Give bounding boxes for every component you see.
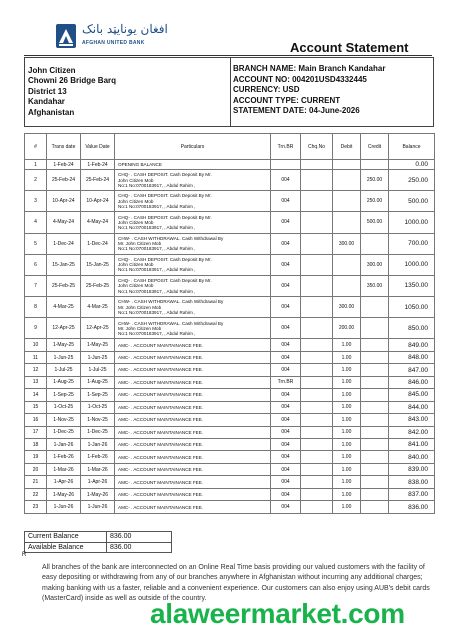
col-header-debit: Debit (333, 134, 361, 160)
statement-date: STATEMENT DATE: 04-June-2026 (233, 106, 360, 116)
current-balance-label: Current Balance (25, 532, 107, 543)
cell-value-date: 1-Nov-25 (81, 414, 115, 426)
cell-balance: 1350.00 (389, 275, 435, 296)
table-row (25, 501, 435, 514)
cell-trn-br: 004 (271, 318, 301, 339)
cell-debit: 1.00 (333, 501, 361, 514)
cell-row-number: 23 (25, 501, 47, 514)
cell-chq-no (301, 318, 333, 339)
info-divider (230, 58, 231, 126)
table-row (25, 451, 435, 463)
col-header-chq-no: Chq.No (301, 134, 333, 160)
cell-debit: 1.00 (333, 463, 361, 475)
cell-trans-date: 4-Mar-25 (47, 297, 81, 318)
bank-logo (56, 22, 176, 56)
cell-chq-no (301, 426, 333, 438)
cell-chq-no (301, 254, 333, 275)
cell-debit: 1.00 (333, 426, 361, 438)
cell-row-number: 20 (25, 463, 47, 475)
cell-value-date: 1-Jun-26 (81, 501, 115, 514)
table-row (25, 389, 435, 401)
cell-value-date: 15-Jan-25 (81, 254, 115, 275)
cell-trans-date: 1-Jul-25 (47, 364, 81, 376)
cell-value-date: 25-Feb-24 (81, 170, 115, 191)
cell-debit: 200.00 (333, 318, 361, 339)
cell-particulars: CHQ- . CASH DEPOSIT. Cash Deposit By Mr. John Citizen Mob No:1 No:0700183917, , Abdul Rahim , (115, 212, 271, 233)
cell-row-number: 12 (25, 364, 47, 376)
cell-trans-date: 10-Apr-24 (47, 191, 81, 212)
cell-credit: 250.00 (361, 170, 389, 191)
cell-trn-br: 004 (271, 476, 301, 488)
cell-credit (361, 476, 389, 488)
cell-chq-no (301, 339, 333, 351)
cell-debit: 1.00 (333, 351, 361, 363)
cell-balance: 1000.00 (389, 212, 435, 233)
cell-debit: 1.00 (333, 439, 361, 451)
cell-balance: 847.00 (389, 364, 435, 376)
cell-chq-no (301, 451, 333, 463)
cell-particulars: AMC- . ACCOUNT MAINTAINANCE FEE. (115, 439, 271, 451)
table-row (25, 488, 435, 500)
cell-credit (361, 389, 389, 401)
cell-trans-date: 1-Aug-25 (47, 376, 81, 388)
cell-chq-no (301, 160, 333, 170)
col-header-credit: Credit (361, 134, 389, 160)
logo-english-text: AFGHAN UNITED BANK (82, 40, 145, 46)
cell-credit (361, 488, 389, 500)
cell-trn-br: 004 (271, 439, 301, 451)
cell-chq-no (301, 191, 333, 212)
cell-credit (361, 364, 389, 376)
cell-credit (361, 463, 389, 475)
cell-credit: 500.00 (361, 212, 389, 233)
cell-balance: 839.00 (389, 463, 435, 475)
table-row (25, 318, 435, 339)
cell-trans-date: 1-May-25 (47, 339, 81, 351)
cell-balance: 849.00 (389, 339, 435, 351)
customer-city: Kandahar (28, 97, 65, 107)
cell-credit (361, 297, 389, 318)
cell-value-date: 1-Jun-25 (81, 351, 115, 363)
cell-row-number: 19 (25, 451, 47, 463)
cell-debit (333, 160, 361, 170)
cell-row-number: 22 (25, 488, 47, 500)
cell-particulars: CHW- . CASH WITHDRAWAL. Cash Withdrawal By Mr. John Citizen Mob No:1 No:0700183917, , Abdul Rahim , (115, 297, 271, 318)
cell-value-date: 1-Apr-26 (81, 476, 115, 488)
cell-particulars: OPENING BALANCE (115, 160, 271, 170)
cell-row-number: 7 (25, 275, 47, 296)
cell-trn-br: 004 (271, 170, 301, 191)
cell-row-number: 18 (25, 439, 47, 451)
cell-credit (361, 426, 389, 438)
current-balance-row (25, 532, 172, 543)
customer-country: Afghanistan (28, 107, 75, 117)
cell-balance: 0.00 (389, 160, 435, 170)
cell-debit: 300.00 (333, 233, 361, 254)
page-mark: R (22, 552, 27, 558)
cell-row-number: 1 (25, 160, 47, 170)
cell-trn-br: Trn.BR (271, 376, 301, 388)
cell-value-date: 4-Mar-25 (81, 297, 115, 318)
cell-chq-no (301, 389, 333, 401)
cell-balance: 1050.00 (389, 297, 435, 318)
table-row (25, 426, 435, 438)
table-row (25, 376, 435, 388)
cell-value-date: 4-May-24 (81, 212, 115, 233)
table-row (25, 233, 435, 254)
cell-chq-no (301, 233, 333, 254)
cell-balance: 848.00 (389, 351, 435, 363)
cell-trn-br: 004 (271, 275, 301, 296)
cell-row-number: 14 (25, 389, 47, 401)
watermark-text: alaweermarket.com (150, 598, 405, 629)
cell-balance: 836.00 (389, 501, 435, 514)
account-currency: CURRENCY: USD (233, 85, 300, 95)
cell-chq-no (301, 501, 333, 514)
cell-row-number: 17 (25, 426, 47, 438)
cell-chq-no (301, 488, 333, 500)
table-row (25, 439, 435, 451)
cell-debit: 1.00 (333, 389, 361, 401)
table-row (25, 212, 435, 233)
cell-trn-br: 004 (271, 233, 301, 254)
cell-particulars: CHQ- . CASH DEPOSIT. Cash Deposit By Mr. John Citizen Mob No:1 No:0700183917, , Abdul Rahim , (115, 191, 271, 212)
cell-trans-date: 25-Feb-24 (47, 170, 81, 191)
table-row (25, 191, 435, 212)
cell-particulars: AMC- . ACCOUNT MAINTAINANCE FEE. (115, 351, 271, 363)
cell-value-date: 1-May-25 (81, 339, 115, 351)
cell-balance: 843.00 (389, 414, 435, 426)
cell-chq-no (301, 463, 333, 475)
logo-arabic-text: افغان یونایټد بانک (82, 22, 168, 36)
cell-particulars: AMC- . ACCOUNT MAINTAINANCE FEE. (115, 463, 271, 475)
cell-particulars: AMC- . ACCOUNT MAINTAINANCE FEE. (115, 339, 271, 351)
cell-particulars: CHW- . CASH WITHDRAWAL. Cash Withdrawal By Mr. John Citizen Mob No:1 No:0700183917, , Abdul Rahim , (115, 318, 271, 339)
cell-balance: 838.00 (389, 476, 435, 488)
cell-credit (361, 351, 389, 363)
table-row (25, 297, 435, 318)
col-header-number: # (25, 134, 47, 160)
cell-trans-date: 1-Jun-25 (47, 351, 81, 363)
cell-value-date: 1-Sep-25 (81, 389, 115, 401)
cell-debit: 1.00 (333, 364, 361, 376)
cell-row-number: 21 (25, 476, 47, 488)
table-row (25, 476, 435, 488)
cell-trans-date: 1-Oct-25 (47, 401, 81, 413)
cell-row-number: 8 (25, 297, 47, 318)
page-title: Account Statement (290, 40, 409, 55)
cell-row-number: 10 (25, 339, 47, 351)
table-row (25, 414, 435, 426)
cell-chq-no (301, 414, 333, 426)
cell-trans-date: 1-Dec-25 (47, 426, 81, 438)
cell-balance: 845.00 (389, 389, 435, 401)
account-number: ACCOUNT NO: 004201USD4332445 (233, 74, 367, 84)
table-row (25, 401, 435, 413)
available-balance-label: Available Balance (25, 542, 107, 553)
cell-debit: 1.00 (333, 401, 361, 413)
cell-trn-br: 004 (271, 463, 301, 475)
footer-notice: All branches of the bank are interconnected on an Online Real Time basis providing our valued customers with the facility of easy depositing or withdrawing from any of our branches anywhere in Afghanistan without incurring any additional charges; making banking with us a faster, reliable and a convenient experience. Our customers can also enjoy using AUB's debit cards (MasterCard) inside as well as outside of the country. (42, 564, 430, 602)
cell-value-date: 1-Oct-25 (81, 401, 115, 413)
cell-value-date: 1-May-26 (81, 488, 115, 500)
cell-chq-no (301, 439, 333, 451)
cell-value-date: 1-Mar-26 (81, 463, 115, 475)
cell-balance: 844.00 (389, 401, 435, 413)
customer-address-line2: District 13 (28, 86, 67, 96)
balance-summary (24, 531, 172, 553)
cell-value-date: 1-Feb-24 (81, 160, 115, 170)
cell-credit (361, 233, 389, 254)
col-header-trans-date: Trans date (47, 134, 81, 160)
cell-credit (361, 439, 389, 451)
cell-value-date: 1-Dec-24 (81, 233, 115, 254)
customer-name: John Citizen (28, 66, 76, 75)
cell-trans-date: 12-Apr-25 (47, 318, 81, 339)
cell-chq-no (301, 170, 333, 191)
cell-trn-br: 004 (271, 339, 301, 351)
cell-row-number: 9 (25, 318, 47, 339)
cell-particulars: AMC- . ACCOUNT MAINTAINANCE FEE. (115, 376, 271, 388)
cell-row-number: 6 (25, 254, 47, 275)
cell-debit (333, 191, 361, 212)
cell-row-number: 3 (25, 191, 47, 212)
table-row (25, 351, 435, 363)
cell-trn-br: 004 (271, 426, 301, 438)
cell-chq-no (301, 476, 333, 488)
cell-trans-date: 1-Nov-25 (47, 414, 81, 426)
cell-value-date: 1-Jan-26 (81, 439, 115, 451)
cell-particulars: CHQ- . CASH DEPOSIT. Cash Deposit By Mr. John Citizen Mob No:1 No:0700183917, , Abdul Rahim , (115, 170, 271, 191)
cell-credit: 250.00 (361, 191, 389, 212)
bank-logo-icon (56, 24, 76, 48)
cell-debit: 300.00 (333, 297, 361, 318)
cell-trn-br: 004 (271, 212, 301, 233)
cell-credit (361, 318, 389, 339)
cell-credit: 300.00 (361, 254, 389, 275)
col-header-value-date: Value Date (81, 134, 115, 160)
cell-trn-br (271, 160, 301, 170)
cell-credit (361, 501, 389, 514)
cell-trn-br: 004 (271, 389, 301, 401)
cell-trans-date: 15-Jan-25 (47, 254, 81, 275)
cell-balance: 700.00 (389, 233, 435, 254)
account-info-box (24, 57, 434, 127)
cell-debit: 1.00 (333, 414, 361, 426)
cell-particulars: CHW- . CASH WITHDRAWAL. Cash Withdrawal By Mr. John Citizen Mob No:1 No:0700183917, , Abdul Rahim , (115, 233, 271, 254)
cell-balance: 842.00 (389, 426, 435, 438)
table-row (25, 275, 435, 296)
table-row (25, 170, 435, 191)
cell-debit (333, 170, 361, 191)
cell-particulars: AMC- . ACCOUNT MAINTAINANCE FEE. (115, 426, 271, 438)
cell-particulars: AMC- . ACCOUNT MAINTAINANCE FEE. (115, 414, 271, 426)
cell-particulars: AMC- . ACCOUNT MAINTAINANCE FEE. (115, 389, 271, 401)
cell-particulars: CHQ- . CASH DEPOSIT. Cash Deposit By Mr. John Citizen Mob No:1 No:0700183917, , Abdul Rahim , (115, 254, 271, 275)
cell-debit: 1.00 (333, 488, 361, 500)
cell-balance: 837.00 (389, 488, 435, 500)
cell-debit (333, 275, 361, 296)
cell-trans-date: 1-Dec-24 (47, 233, 81, 254)
cell-trn-br: 004 (271, 451, 301, 463)
cell-particulars: AMC- . ACCOUNT MAINTAINANCE FEE. (115, 501, 271, 514)
cell-trans-date: 1-Feb-24 (47, 160, 81, 170)
cell-trn-br: 004 (271, 297, 301, 318)
cell-debit (333, 212, 361, 233)
available-balance-row (25, 542, 172, 553)
cell-credit (361, 160, 389, 170)
cell-particulars: AMC- . ACCOUNT MAINTAINANCE FEE. (115, 488, 271, 500)
cell-balance: 840.00 (389, 451, 435, 463)
cell-trans-date: 1-May-26 (47, 488, 81, 500)
account-type: ACCOUNT TYPE: CURRENT (233, 95, 341, 105)
cell-debit: 1.00 (333, 451, 361, 463)
account-details (233, 64, 385, 117)
cell-particulars: AMC- . ACCOUNT MAINTAINANCE FEE. (115, 476, 271, 488)
col-header-particulars: Particulars (115, 134, 271, 160)
cell-credit (361, 451, 389, 463)
cell-trans-date: 25-Feb-25 (47, 275, 81, 296)
table-row (25, 364, 435, 376)
cell-balance: 250.00 (389, 170, 435, 191)
transactions-body (25, 160, 435, 514)
cell-credit (361, 376, 389, 388)
table-row (25, 463, 435, 475)
current-balance-value: 836.00 (107, 532, 172, 543)
cell-balance: 846.00 (389, 376, 435, 388)
cell-balance: 841.00 (389, 439, 435, 451)
cell-credit: 350.00 (361, 275, 389, 296)
cell-trans-date: 1-Feb-26 (47, 451, 81, 463)
cell-debit (333, 254, 361, 275)
cell-credit (361, 401, 389, 413)
cell-trn-br: 004 (271, 191, 301, 212)
title-divider (24, 55, 432, 56)
cell-debit: 1.00 (333, 376, 361, 388)
cell-trans-date: 1-Jan-26 (47, 439, 81, 451)
cell-value-date: 1-Jul-25 (81, 364, 115, 376)
cell-chq-no (301, 376, 333, 388)
cell-chq-no (301, 212, 333, 233)
transactions-table (24, 133, 435, 514)
cell-row-number: 4 (25, 212, 47, 233)
cell-trn-br: 004 (271, 401, 301, 413)
col-header-balance: Balance (389, 134, 435, 160)
cell-chq-no (301, 275, 333, 296)
cell-debit: 1.00 (333, 339, 361, 351)
customer-address-line1: Chowni 26 Bridge Barq (28, 76, 117, 86)
cell-particulars: AMC- . ACCOUNT MAINTAINANCE FEE. (115, 364, 271, 376)
cell-row-number: 16 (25, 414, 47, 426)
cell-balance: 500.00 (389, 191, 435, 212)
col-header-trn-br: Trn.BR (271, 134, 301, 160)
available-balance-value: 836.00 (107, 542, 172, 553)
cell-credit (361, 414, 389, 426)
cell-value-date: 10-Apr-24 (81, 191, 115, 212)
cell-value-date: 1-Feb-26 (81, 451, 115, 463)
table-row (25, 339, 435, 351)
cell-trans-date: 1-Jun-26 (47, 501, 81, 514)
cell-debit: 1.00 (333, 476, 361, 488)
cell-value-date: 1-Aug-25 (81, 376, 115, 388)
cell-row-number: 5 (25, 233, 47, 254)
cell-value-date: 25-Feb-25 (81, 275, 115, 296)
cell-row-number: 13 (25, 376, 47, 388)
cell-trn-br: 004 (271, 414, 301, 426)
cell-particulars: AMC- . ACCOUNT MAINTAINANCE FEE. (115, 401, 271, 413)
cell-balance: 1000.00 (389, 254, 435, 275)
cell-trans-date: 4-May-24 (47, 212, 81, 233)
cell-value-date: 1-Dec-25 (81, 426, 115, 438)
cell-trans-date: 1-Apr-26 (47, 476, 81, 488)
cell-row-number: 15 (25, 401, 47, 413)
cell-trn-br: 004 (271, 501, 301, 514)
table-header-row (25, 134, 435, 160)
cell-value-date: 12-Apr-25 (81, 318, 115, 339)
cell-particulars: AMC- . ACCOUNT MAINTAINANCE FEE. (115, 451, 271, 463)
cell-trn-br: 004 (271, 254, 301, 275)
table-row (25, 160, 435, 170)
cell-chq-no (301, 401, 333, 413)
cell-row-number: 11 (25, 351, 47, 363)
cell-chq-no (301, 364, 333, 376)
branch-name: BRANCH NAME: Main Branch Kandahar (233, 64, 386, 73)
cell-trn-br: 004 (271, 488, 301, 500)
cell-trans-date: 1-Sep-25 (47, 389, 81, 401)
cell-particulars: CHQ- . CASH DEPOSIT. Cash Deposit By Mr. John Citizen Mob No:1 No:0700183917, , Abdul Rahim , (115, 275, 271, 296)
cell-trn-br: 004 (271, 351, 301, 363)
cell-balance: 850.00 (389, 318, 435, 339)
cell-row-number: 2 (25, 170, 47, 191)
cell-credit (361, 339, 389, 351)
cell-chq-no (301, 297, 333, 318)
cell-trans-date: 1-Mar-26 (47, 463, 81, 475)
cell-trn-br: 004 (271, 364, 301, 376)
table-row (25, 254, 435, 275)
customer-address (28, 66, 116, 118)
cell-chq-no (301, 351, 333, 363)
